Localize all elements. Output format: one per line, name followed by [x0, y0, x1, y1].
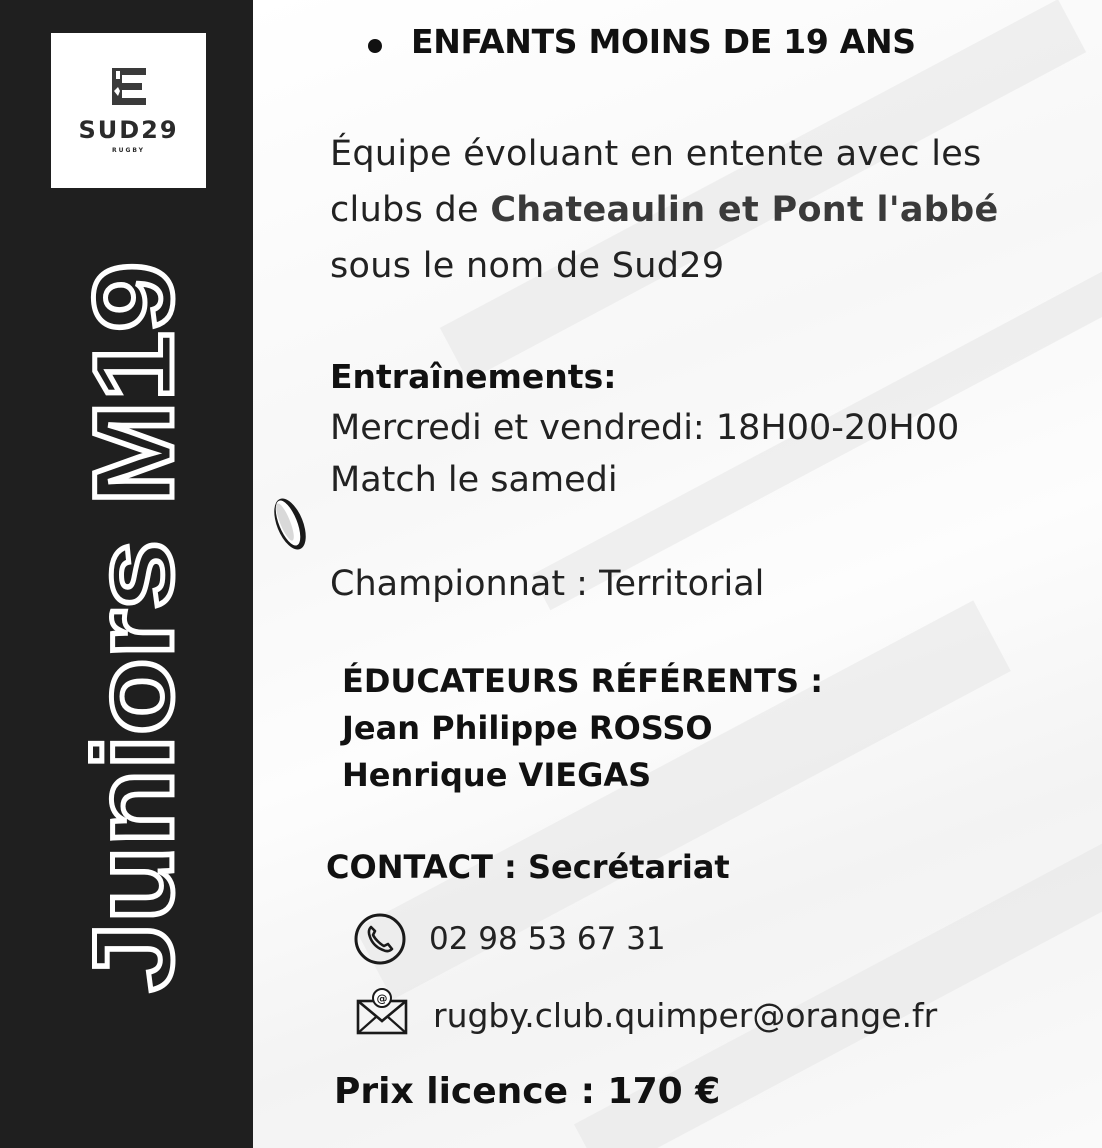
logo-title: SUD29 — [78, 116, 179, 144]
main-content — [253, 0, 1102, 1148]
intro-line-2 — [330, 190, 999, 230]
vertical-title-text: Juniors M19 — [71, 338, 196, 992]
vertical-page-title — [0, 0, 253, 1148]
championship: Championnat : Territorial — [330, 564, 765, 604]
svg-text:@: @ — [376, 992, 388, 1005]
intro-line-1: Équipe évoluant en entente avec les — [330, 134, 982, 174]
logo-subtitle: RUGBY — [111, 147, 145, 154]
license-price: Prix licence : 170 € — [334, 1071, 721, 1112]
partner-clubs: Chateaulin et Pont l'abbé — [490, 190, 999, 230]
training-label: Entraînements: — [330, 357, 617, 396]
bullet-dot — [368, 39, 382, 53]
rugby-ball-icon — [265, 494, 315, 554]
educators-label: ÉDUCATEURS RÉFÉRENTS : — [342, 662, 823, 700]
match-day: Match le samedi — [330, 460, 618, 500]
educator-name: Henrique VIEGAS — [342, 756, 652, 794]
intro-line-3: sous le nom de Sud29 — [330, 246, 725, 286]
email-icon — [355, 987, 411, 1037]
training-schedule: Mercredi et vendredi: 18H00-20H00 — [330, 408, 960, 448]
audience-heading: ENFANTS MOINS DE 19 ANS — [411, 22, 916, 61]
intro-line-2-prefix: clubs de — [330, 190, 491, 230]
educator-name: Jean Philippe ROSSO — [342, 709, 713, 747]
sidebar — [0, 0, 253, 1148]
contact-phone[interactable]: 02 98 53 67 31 — [429, 921, 666, 957]
phone-icon — [353, 912, 407, 966]
contact-label: CONTACT : Secrétariat — [326, 848, 730, 886]
contact-email[interactable]: rugby.club.quimper@orange.fr — [433, 996, 938, 1035]
